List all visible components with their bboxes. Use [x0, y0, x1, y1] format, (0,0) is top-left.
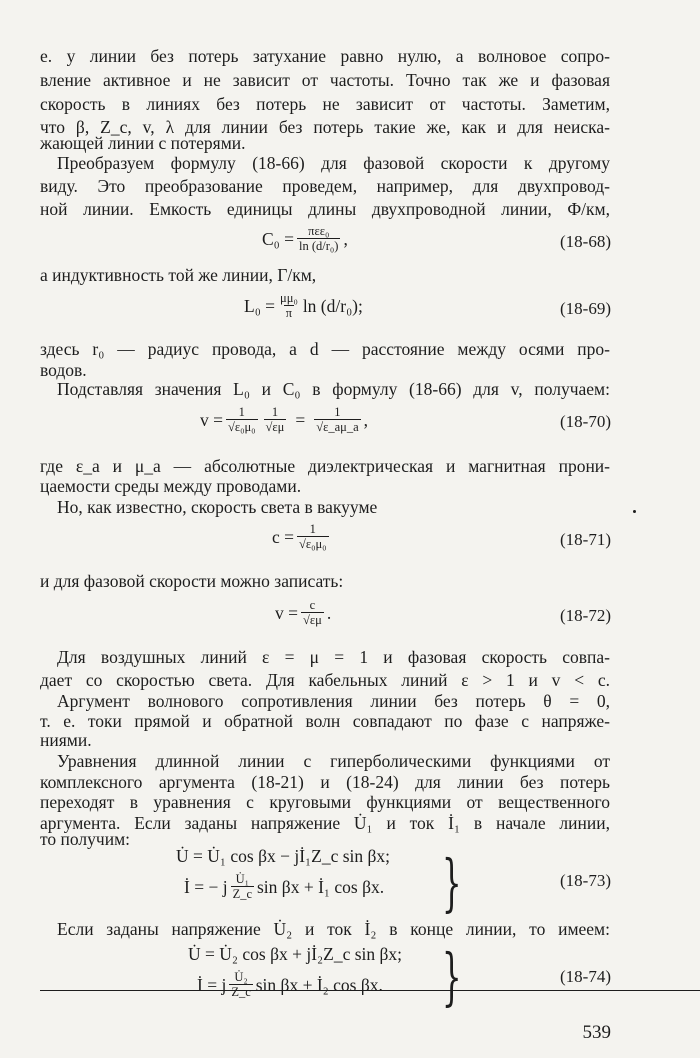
fraction-denominator: Z_c: [231, 985, 251, 999]
fraction-numerator: 1: [271, 405, 279, 419]
equation-lhs: v =: [275, 602, 298, 623]
text-line: переходят в уравнения с круговыми функциями от вещественного: [40, 792, 610, 812]
equals-sign: =: [295, 409, 306, 430]
text-line: Для воздушных линий ε = μ = 1 и фазовая скорость совпа-: [57, 647, 610, 667]
text-line: аргумента. Если заданы напряжение U̇₁ и ток İ₁ в начале линии,: [40, 813, 610, 833]
equation-lhs: L₀ =: [244, 295, 276, 316]
fraction-numerator: 1: [309, 522, 316, 536]
equation-tail: ,: [343, 228, 348, 249]
equation-number: (18-68): [560, 232, 611, 251]
fraction: [297, 522, 329, 552]
equation-18-70: [200, 405, 368, 435]
fraction-numerator: c: [309, 598, 316, 612]
text-line: Аргумент волнового сопротивления линии без потерь θ = 0,: [57, 691, 610, 711]
fraction-numerator: U̇₁: [235, 872, 249, 886]
text-line: и для фазовой скорости можно записать:: [40, 571, 344, 591]
equation-number: (18-72): [560, 606, 611, 625]
fraction: [226, 405, 258, 435]
equation-number: (18-69): [560, 299, 611, 318]
text-line: Уравнения длинной линии с гиперболическими функциями от: [57, 751, 610, 771]
equation-tail: ln (d/r₀);: [302, 295, 363, 316]
page-number: 539: [582, 1022, 611, 1043]
text-line: Подставляя значения L₀ и C₀ в формулу (18-66) для v, получаем:: [57, 379, 610, 399]
equation-18-73-row-2: [184, 872, 384, 902]
fraction-numerator: 1: [238, 405, 245, 419]
fraction-denominator: ln (d/r₀): [299, 239, 339, 253]
text-line: виду. Это преобразование проведем, например, для двухпровод-: [40, 176, 610, 196]
equation-number: (18-73): [560, 871, 611, 890]
equation-lhs: İ = − j: [184, 876, 228, 897]
fraction-denominator: π: [285, 306, 293, 320]
equation-18-68: [262, 224, 348, 254]
equation-number: (18-71): [560, 530, 611, 549]
equation-lhs: c =: [272, 526, 295, 547]
equation-tail: sin βx + İ₂ cos βx.: [255, 974, 383, 995]
text-line: Если заданы напряжение U̇₂ и ток İ₂ в конце линии, то имеем:: [57, 919, 610, 939]
fraction-denominator: √ε₀μ₀: [228, 420, 256, 434]
equation-tail: ,: [363, 409, 369, 430]
text-line: где ε_a и μ_a — абсолютные диэлектрическая и магнитная прони-: [40, 456, 610, 476]
equation-18-71: [272, 522, 332, 552]
equation-lhs: v =: [200, 409, 223, 430]
equation-18-73-row-1: U̇ = U̇₁ cos βx − jİ₁Z_c sin βx;: [176, 846, 391, 866]
text-line: а индуктивность той же линии, Г/км,: [40, 265, 317, 285]
bottom-rule: [40, 990, 700, 991]
fraction-denominator: √ε_aμ_a: [316, 420, 359, 434]
text-line: ниями.: [40, 730, 92, 750]
fraction: [297, 224, 340, 254]
fraction-denominator: √εμ: [303, 613, 322, 627]
fraction-numerator: μμ₀: [280, 291, 298, 305]
fraction-denominator: √ε₀μ₀: [299, 537, 327, 551]
fraction: [278, 291, 300, 321]
right-brace: }: [441, 846, 462, 919]
fraction: [314, 405, 360, 435]
fraction: [264, 405, 287, 435]
equation-18-74-row-1: U̇ = U̇₂ cos βx + jİ₂Z_c sin βx;: [188, 944, 403, 964]
text-line: Но, как известно, скорость света в вакууме: [57, 497, 378, 517]
fraction: [231, 872, 254, 902]
equation-lhs: C₀ =: [262, 228, 295, 249]
right-brace: }: [441, 940, 462, 1013]
text-line: жающей линии с потерями.: [40, 133, 246, 153]
equation-18-72: [275, 598, 331, 628]
fraction: [229, 970, 252, 1000]
fraction-denominator: √εμ: [265, 420, 285, 434]
text-line: комплексного аргумента (18-21) и (18-24) для линии без потерь: [40, 772, 610, 792]
text-line: Преобразуем формулу (18-66) для фазовой скорости к другому: [57, 153, 610, 173]
text-line: т. е. токи прямой и обратной волн совпадают по фазе с напряже-: [40, 711, 610, 731]
text-line: водов.: [40, 360, 87, 380]
equation-lhs: İ = j: [197, 974, 227, 995]
text-line: то получим:: [40, 829, 131, 849]
fraction-denominator: Z_c: [232, 887, 252, 901]
equation-number: (18-70): [560, 412, 611, 431]
fraction-numerator: U̇₂: [234, 970, 248, 984]
text-line: что β, Z_c, v, λ для линии без потерь такие же, как и для неиска-: [40, 117, 610, 137]
fraction-numerator: πεε₀: [308, 224, 330, 238]
text-line: скорость в линиях без потерь не зависит от частоты. Заметим,: [40, 94, 610, 114]
equation-number: (18-74): [560, 967, 611, 986]
text-line: здесь r₀ — радиус провода, а d — расстояние между осями про-: [40, 339, 610, 359]
equation-18-74-row-2: [197, 970, 383, 1000]
text-line: цаемости среды между проводами.: [40, 476, 302, 496]
equation-tail: .: [326, 602, 332, 623]
text-line: е. у линии без потерь затухание равно нулю, а волновое сопро-: [40, 46, 610, 66]
text-line: вление активное и не зависит от частоты. Точно так же и фазовая: [40, 70, 610, 90]
text-line: ной линии. Емкость единицы длины двухпроводной линии, Ф/км,: [40, 199, 610, 219]
text-line: дает со скоростью света. Для кабельных линий ε > 1 и v < c.: [40, 670, 610, 690]
fraction-numerator: 1: [334, 405, 341, 419]
fraction: [301, 598, 324, 628]
speck: [633, 510, 636, 513]
equation-18-69: [244, 291, 363, 321]
equation-tail: sin βx + İ₁ cos βx.: [257, 876, 385, 897]
